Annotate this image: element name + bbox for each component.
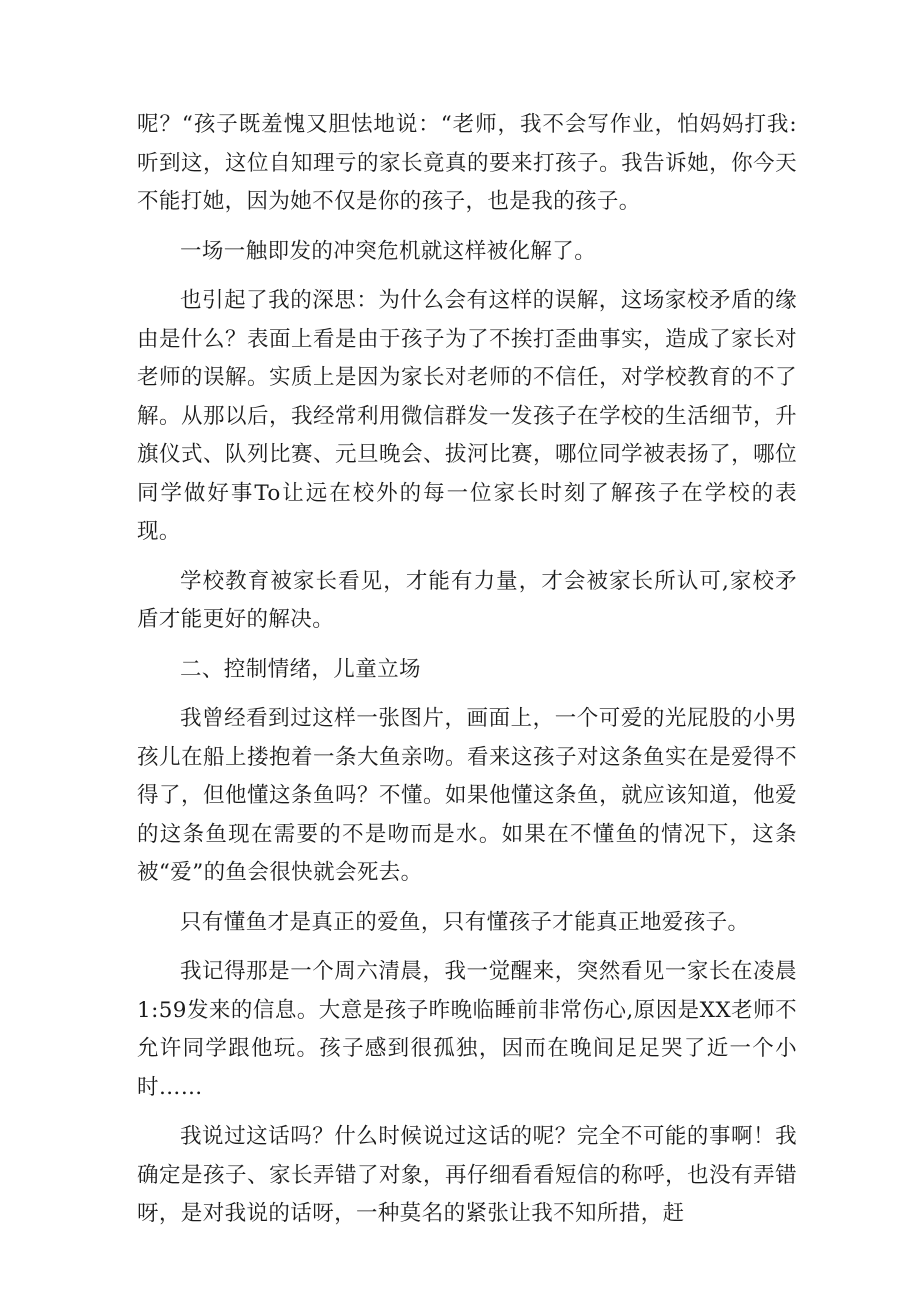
paragraph-7: 我记得那是一个周六清晨，我一觉醒来，突然看见一家长在凌晨1:59发来的信息。大意是孩子昨晚临睡前非常伤心,原因是XX老师不允许同学跟他玩。孩子感到很孤独，因而在晚间足足哭了近一个小时…… <box>137 959 797 1100</box>
paragraph-2: 一场一触即发的冲突危机就这样被化解了。 <box>180 238 597 264</box>
paragraph-1: 呢？“孩子既羞愧又胆怯地说：“老师，我不会写作业，怕妈妈打我:听到这，这位自知理亏的家长竟真的要来打孩子。我告诉她，你今天不能打她，因为她不仅是你的孩子，也是我的孩子。 <box>137 112 797 214</box>
paragraph-8: 我说过这话吗？什么时候说过这话的呢？完全不可能的事啊！我确定是孩子、家长弄错了对象，再仔细看看短信的称呼，也没有弄错呀，是对我说的话呀，一种莫名的紧张让我不知所措，赶 <box>137 1124 797 1226</box>
section-heading: 二、控制情绪，儿童立场 <box>180 656 421 682</box>
paragraph-6: 只有懂鱼才是真正的爱鱼，只有懂孩子才能真正地爱孩子。 <box>180 909 750 935</box>
document-body <box>137 106 797 1234</box>
paragraph-3: 也引起了我的深思：为什么会有这样的误解，这场家校矛盾的缘由是什么？表面上看是由于孩子为了不挨打歪曲事实，造成了家长对老师的误解。实质上是因为家长对老师的不信任，对学校教育的不了解。从那以后，我经常利用微信群发一发孩子在学校的生活细节，升旗仪式、队列比赛、元旦晚会、拔河比赛，哪位同学被表扬了，哪位同学做好事To让远在校外的每一位家长时刻了解孩子在学校的表现。 <box>137 288 797 544</box>
paragraph-4: 学校教育被家长看见，才能有力量，才会被家长所认可,家校矛盾才能更好的解决。 <box>137 568 797 632</box>
paragraph-5: 我曾经看到过这样一张图片，画面上，一个可爱的光屁股的小男孩儿在船上搂抱着一条大鱼亲吻。看来这孩子对这条鱼实在是爱得不得了，但他懂这条鱼吗？不懂。如果他懂这条鱼，就应该知道，他爱的这条鱼现在需要的不是吻而是水。如果在不懂鱼的情况下，这条被“爱”的鱼会很快就会死去。 <box>137 706 797 885</box>
